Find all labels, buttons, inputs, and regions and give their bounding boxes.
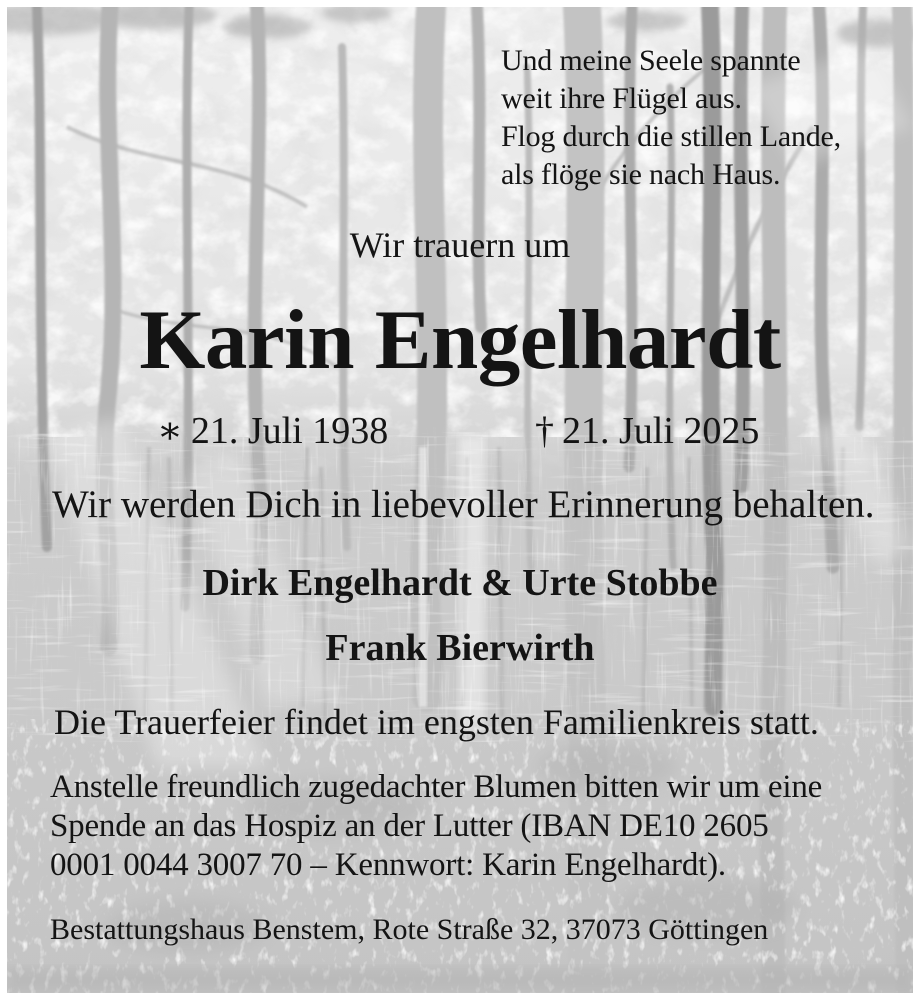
poem [501,42,841,194]
birth-star-symbol: ∗ [157,410,183,452]
life-dates [0,408,920,454]
poem-line: weit ihre Flügel aus. [501,82,742,115]
mourners-line-1: Dirk Engelhardt & Urte Stobbe [202,562,718,604]
donation-line: Spende an das Hospiz an der Lutter (IBAN DE10 2605 [50,808,769,844]
donation-paragraph [50,768,822,885]
death-cross-symbol: † [535,410,554,452]
funeral-home-line: Bestattungshaus Benstem, Rote Straße 32, 37073 Göttingen [50,913,769,946]
birth-date-text: 21. Juli 1938 [190,410,389,452]
poem-line: Und meine Seele spannte [501,44,801,77]
death-date [535,408,759,454]
remembrance-line: Wir werden Dich in liebevoller Erinnerung behalten. [52,483,875,526]
donation-line: Anstelle freundlich zugedachter Blumen bitten wir um eine [50,769,823,805]
poem-line: als flöge sie nach Haus. [501,158,781,191]
mourners-line-2: Frank Bierwirth [325,627,595,669]
donation-line: 0001 0044 3007 70 – Kennwort: Karin Engelhardt). [50,847,726,883]
deceased-name: Karin Engelhardt [139,293,781,387]
poem-line: Flog durch die stillen Lande, [501,120,841,153]
funeral-info-line: Die Trauerfeier findet im engsten Familienkreis statt. [54,702,819,742]
intro-line: Wir trauern um [349,225,571,265]
birth-date [157,408,388,454]
death-date-text: 21. Juli 2025 [562,410,760,452]
